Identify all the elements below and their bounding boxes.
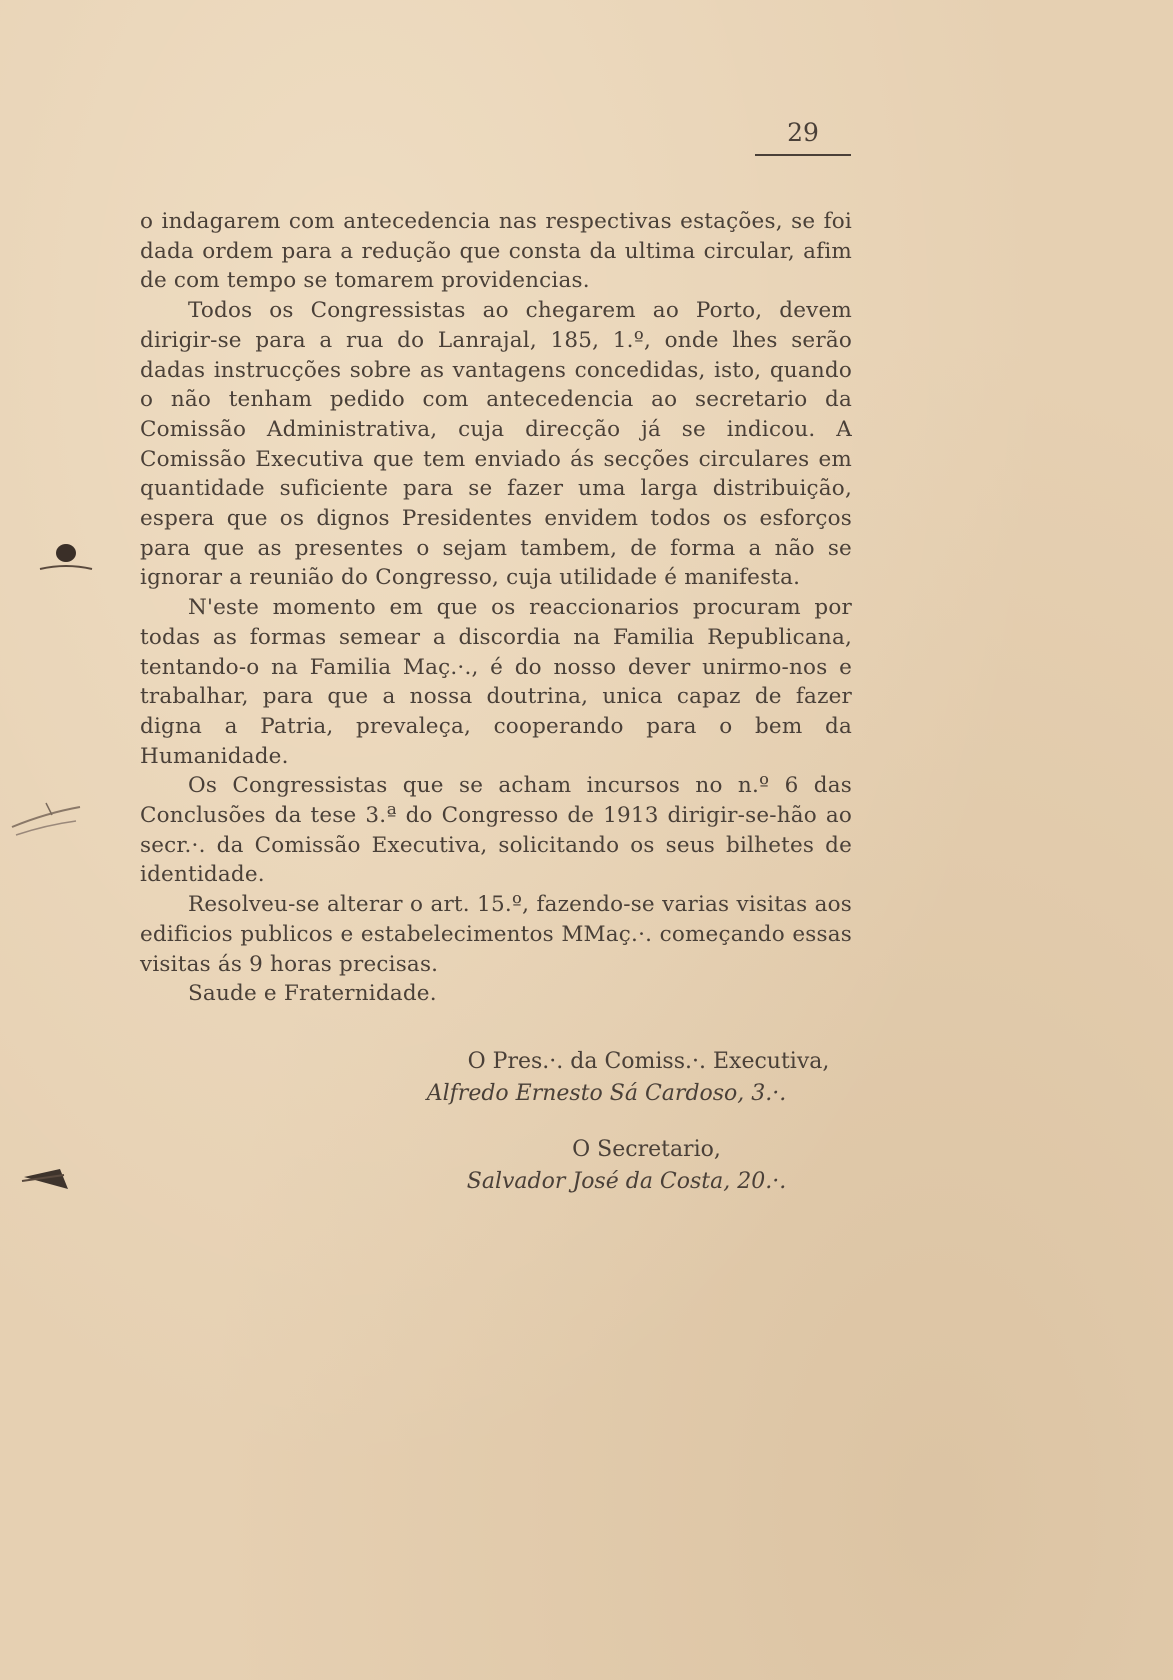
signature-president bbox=[0, 1046, 1173, 1110]
binding-hole-mark bbox=[20, 1155, 80, 1205]
paragraph-3: N'este momento em que os reaccionarios procuram por todas as formas semear a discordia na Familia Republicana, tentando-o na Familia Maç.·., é do nosso dever unirmo-nos e trabalhar, para que a nossa doutrina, unica capaz de fazer digna a Patria, prevaleça, cooperando para o bem da Humanidade. bbox=[140, 595, 852, 769]
paragraph-1: o indagarem com antecedencia nas respectivas estações, se foi dada ordem para a redução que consta da ultima circular, afim de com tempo se tomarem providencias. bbox=[140, 209, 852, 294]
binding-hole-mark bbox=[6, 795, 86, 845]
page-number: 29 bbox=[755, 118, 851, 156]
signature-name: Alfredo Ernesto Sá Cardoso, 3.·. bbox=[426, 1081, 787, 1106]
signature-name: Salvador José da Costa, 20.·. bbox=[466, 1169, 787, 1194]
binding-hole-mark bbox=[36, 535, 96, 575]
paragraph-5: Resolveu-se alterar o art. 15.º, fazendo-se varias visitas aos edificios publicos e estabelecimentos MMaç.·. começando essas visitas ás 9 horas precisas. bbox=[140, 892, 852, 977]
body-text bbox=[140, 207, 852, 1009]
signature-title: O Secretario, bbox=[572, 1137, 721, 1162]
signature-secretary bbox=[0, 1134, 1173, 1198]
paragraph-2: Todos os Congressistas ao chegarem ao Porto, devem dirigir-se para a rua do Lanrajal, 185, 1.º, onde lhes serão dadas instrucções sobre as vantagens concedidas, isto, quando o não tenham pedido com antecedencia ao secretario da Comissão Administrativa, cuja direcção já se indicou. A Comissão Executiva que tem enviado ás secções circulares em quantidade suficiente para se fazer uma larga distribuição, espera que os dignos Presidentes envidem todos os esforços para que as presentes o sejam tambem, de forma a não se ignorar a reunião do Congresso, cuja utilidade é manifesta. bbox=[140, 298, 852, 591]
paragraph-6: Saude e Fraternidade. bbox=[188, 981, 437, 1007]
signature-title: O Pres.·. da Comiss.·. Executiva, bbox=[467, 1049, 830, 1074]
paragraph-4: Os Congressistas que se acham incursos no n.º 6 das Conclusões da tese 3.ª do Congresso de 1913 dirigir-se-hão ao secr.·. da Comissão Executiva, solicitando os seus bilhetes de identidade. bbox=[140, 773, 852, 888]
